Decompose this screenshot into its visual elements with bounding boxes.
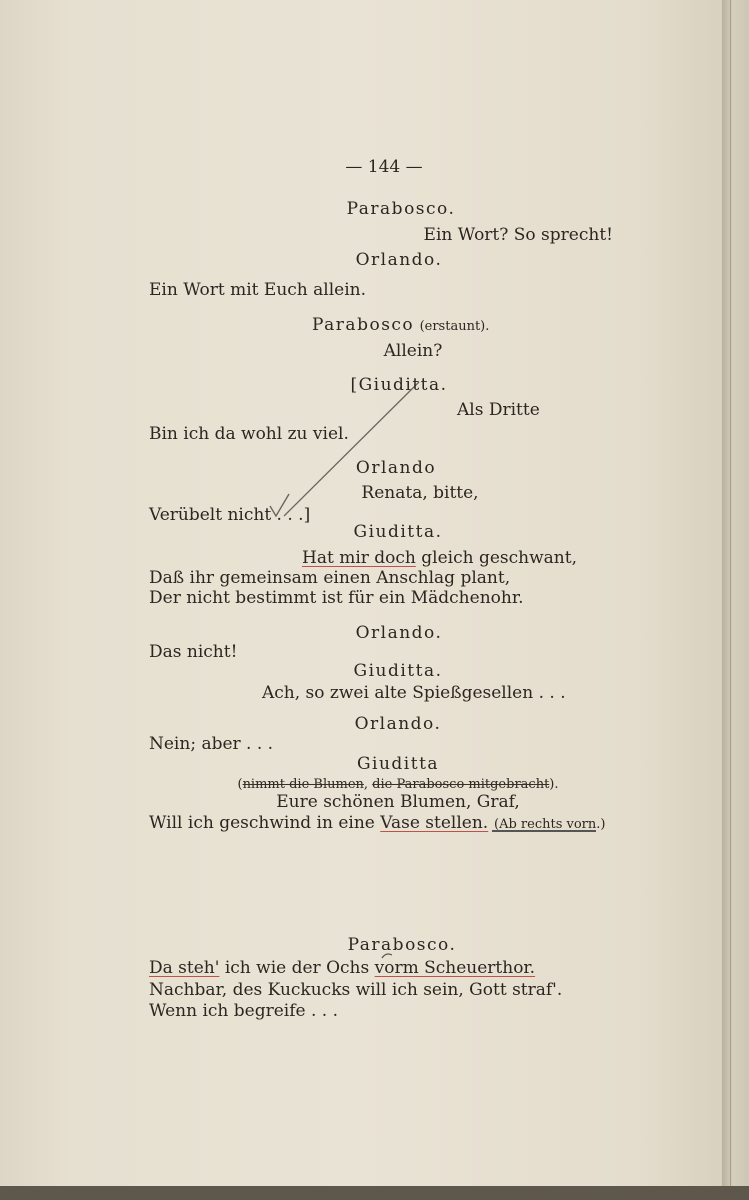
verse-text: gleich geschwant, [421, 548, 577, 568]
speaker-line: Giuditta. [353, 661, 443, 681]
speaker-line: Giuditta [356, 754, 440, 774]
verse-line [149, 958, 535, 978]
verse-line: Ein Wort mit Euch allein. [149, 280, 366, 300]
speaker-line: Orlando. [355, 250, 443, 270]
underlined-text: Vase stellen. [380, 813, 489, 833]
page-number: — 144 — [345, 157, 423, 177]
verse-line: Ach, so zwei alte Spießgesellen . . . [262, 683, 566, 703]
stage-direction: (erstaunt). [419, 319, 490, 334]
verse-line: Ein Wort? So sprecht! [423, 225, 613, 245]
verse-line: Wenn ich begreife . . . [149, 1001, 338, 1021]
verse-line: Allein? [383, 341, 443, 361]
speaker-with-direction [312, 315, 489, 337]
speaker-line: [Giuditta. [350, 375, 448, 395]
underlined-text: Da steh' [149, 958, 220, 978]
speaker-line: Parabosco. [346, 199, 456, 219]
verse-line: Renata, bitte, [361, 483, 479, 503]
stage-direction: (nimmt die Blumen, die Parabosco mitgebracht). [237, 777, 559, 792]
verse-line: Nachbar, des Kuckucks will ich sein, Gott straf'. [149, 980, 563, 1000]
struck-text: nimmt die Blumen [242, 777, 364, 792]
verse-text: Will ich geschwind in eine [149, 813, 375, 833]
underlined-text: Hat mir doch [302, 548, 416, 568]
speaker-line: Orlando [355, 458, 437, 478]
verse-line [149, 813, 488, 833]
margin-note: (Ab rechts vorn.) [494, 817, 606, 832]
underlined-text: vorm Scheuerthor. [374, 958, 536, 978]
struck-text: die Parabosco mitgebracht [372, 777, 550, 792]
verse-line: Der nicht bestimmt ist für ein Mädchenohr. [149, 588, 524, 608]
verse-line [302, 548, 577, 568]
verse-line: Verübelt nicht . . .] [149, 505, 311, 525]
speaker-name: Parabosco [312, 315, 415, 335]
verse-line: Bin ich da wohl zu viel. [149, 424, 349, 444]
speaker-line: Parabosco. [347, 935, 457, 955]
verse-line: Als Dritte [457, 400, 540, 420]
speaker-line: Orlando. [354, 714, 442, 734]
speaker-line: Giuditta. [353, 522, 443, 542]
verse-line: Nein; aber . . . [149, 734, 274, 754]
speaker-line: Orlando. [355, 623, 443, 643]
verse-line: Eure schönen Blumen, Graf, [276, 792, 520, 812]
verse-text: ich wie der Ochs [224, 958, 370, 978]
verse-line: Daß ihr gemeinsam einen Anschlag plant, [149, 568, 511, 588]
verse-line: Das nicht! [149, 642, 238, 662]
